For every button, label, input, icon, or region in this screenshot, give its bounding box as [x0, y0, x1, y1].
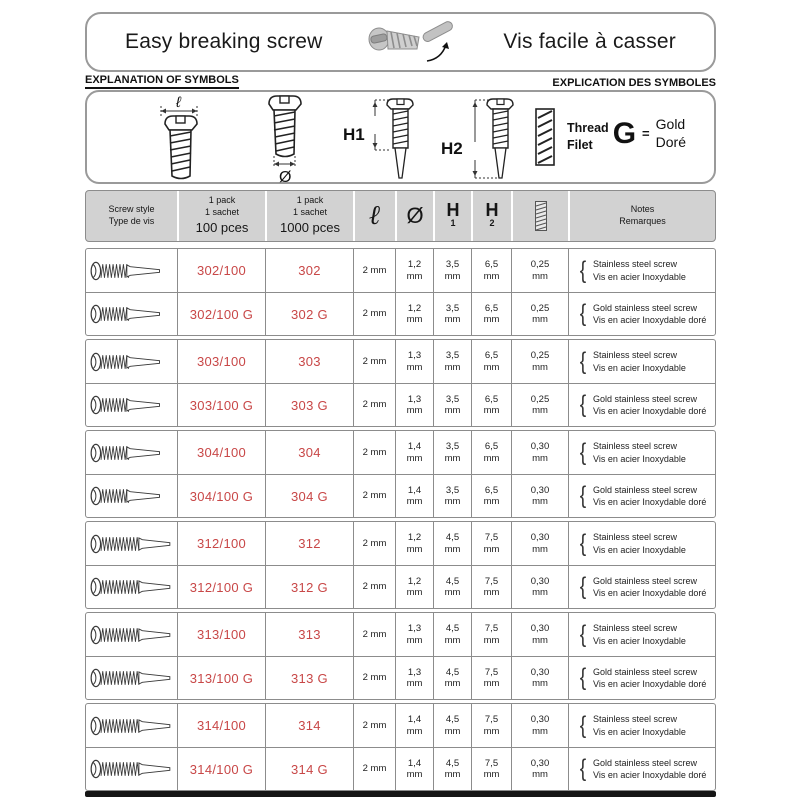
- length-cell: 2 mm: [353, 431, 395, 474]
- notes-brace: {: [579, 529, 587, 557]
- diameter-cell: 1,2 mm: [395, 293, 433, 335]
- notes-brace: {: [579, 755, 587, 783]
- gold-legend-group: [613, 116, 686, 151]
- breakable-screw-short-icon: [89, 302, 175, 326]
- length-col-header: ℓ: [353, 191, 395, 241]
- thread-pitch-icon: [535, 201, 547, 231]
- h2-cell: 6,5 mm: [471, 384, 511, 426]
- thread-label-en: Thread: [567, 121, 609, 136]
- notes-brace: {: [579, 391, 587, 419]
- breakable-screw-short-icon: [89, 393, 175, 417]
- notes-brace: {: [579, 573, 587, 601]
- ref-100-cell: 304/100: [177, 431, 265, 474]
- length-cell: 2 mm: [353, 249, 395, 292]
- diameter-cell: 1,3 mm: [395, 340, 433, 383]
- table-row: [86, 292, 715, 335]
- h2-cell: 6,5 mm: [471, 431, 511, 474]
- h1-cell: 3,5 mm: [433, 249, 471, 292]
- h2-cell: 7,5 mm: [471, 522, 511, 565]
- h1-cell: 3,5 mm: [433, 475, 471, 517]
- ref-1000-cell: 312 G: [265, 566, 353, 608]
- pack-100-header: 1 pack 1 sachet 100 pces: [177, 191, 265, 241]
- ref-1000-cell: 302: [265, 249, 353, 292]
- diameter-cell: 1,4 mm: [395, 475, 433, 517]
- length-cell: 2 mm: [353, 704, 395, 747]
- h1-cell: 3,5 mm: [433, 340, 471, 383]
- notes-cell: { Gold stainless steel screw Vis en acier Inoxydable doré: [568, 293, 715, 335]
- gold-label-fr: Doré: [655, 133, 686, 150]
- length-cell: 2 mm: [353, 613, 395, 656]
- ref-1000-cell: 302 G: [265, 293, 353, 335]
- h1-cell: 3,5 mm: [433, 384, 471, 426]
- break-arrow-icon: [427, 45, 446, 61]
- breakable-screw-long-icon: [89, 714, 175, 738]
- notes-cell: { Stainless steel screw Vis en acier Inoxydable: [568, 249, 715, 292]
- h2-cell: 7,5 mm: [471, 566, 511, 608]
- page-title-en: Easy breaking screw: [125, 30, 323, 53]
- row-group: [85, 703, 716, 791]
- pitch-cell: 0,30 mm: [511, 566, 568, 608]
- notes-brace: {: [579, 711, 587, 739]
- pitch-cell: 0,30 mm: [511, 748, 568, 790]
- pitch-cell: 0,25 mm: [511, 340, 568, 383]
- symbols-legend-box: [85, 90, 716, 184]
- pitch-cell: 0,25 mm: [511, 249, 568, 292]
- notes-brace: {: [579, 256, 587, 284]
- row-group: [85, 612, 716, 700]
- breakable-screw-long-icon: [89, 623, 175, 647]
- title-banner: [85, 12, 716, 72]
- row-group: [85, 248, 716, 336]
- spec-table-body: [85, 248, 716, 794]
- screw-style-cell: [86, 431, 177, 474]
- notes-cell: { Gold stainless steel screw Vis en acier Inoxydable doré: [568, 384, 715, 426]
- h1-cell: 4,5 mm: [433, 522, 471, 565]
- ref-100-cell: 303/100: [177, 340, 265, 383]
- length-cell: 2 mm: [353, 566, 395, 608]
- length-cell: 2 mm: [353, 657, 395, 699]
- notes-cell: { Stainless steel screw Vis en acier Inoxydable: [568, 613, 715, 656]
- page-title-fr: Vis facile à casser: [503, 30, 676, 53]
- h1-cell: 4,5 mm: [433, 704, 471, 747]
- h1-dim-screw-icon: [335, 94, 421, 182]
- screw-style-cell: [86, 704, 177, 747]
- table-row: [86, 340, 715, 383]
- screw-style-cell: [86, 657, 177, 699]
- h1-cell: 4,5 mm: [433, 613, 471, 656]
- notes-cell: { Gold stainless steel screw Vis en acier Inoxydable doré: [568, 657, 715, 699]
- ref-1000-cell: 314: [265, 704, 353, 747]
- screw-style-cell: [86, 293, 177, 335]
- screw-style-cell: [86, 522, 177, 565]
- pitch-cell: 0,25 mm: [511, 293, 568, 335]
- pitch-cell: 0,30 mm: [511, 657, 568, 699]
- table-row: [86, 474, 715, 517]
- table-row: [86, 249, 715, 292]
- h2-cell: 6,5 mm: [471, 293, 511, 335]
- row-group: [85, 521, 716, 609]
- length-cell: 2 mm: [353, 475, 395, 517]
- ref-100-cell: 302/100: [177, 249, 265, 292]
- ref-100-cell: 312/100 G: [177, 566, 265, 608]
- table-row: [86, 747, 715, 790]
- thread-symbol-group: [535, 108, 609, 166]
- pitch-cell: 0,30 mm: [511, 475, 568, 517]
- screw-style-cell: [86, 566, 177, 608]
- svg-text:H2: H2: [441, 139, 463, 158]
- pitch-cell: 0,30 mm: [511, 704, 568, 747]
- notes-brace: {: [579, 347, 587, 375]
- pitch-cell: 0,30 mm: [511, 522, 568, 565]
- h1-cell: 3,5 mm: [433, 293, 471, 335]
- notes-brace: {: [579, 482, 587, 510]
- length-cell: 2 mm: [353, 748, 395, 790]
- length-cell: 2 mm: [353, 384, 395, 426]
- table-row: [86, 565, 715, 608]
- ref-100-cell: 312/100: [177, 522, 265, 565]
- h2-cell: 6,5 mm: [471, 475, 511, 517]
- notes-cell: { Stainless steel screw Vis en acier Inoxydable: [568, 340, 715, 383]
- table-row: [86, 522, 715, 565]
- ref-1000-cell: 304: [265, 431, 353, 474]
- row-group: [85, 430, 716, 518]
- breakable-screw-short-icon: [89, 484, 175, 508]
- broken-screw-icon: [367, 17, 459, 67]
- screw-style-cell: [86, 384, 177, 426]
- ref-100-cell: 314/100: [177, 704, 265, 747]
- breakable-screw-short-icon: [89, 441, 175, 465]
- h2-cell: 6,5 mm: [471, 249, 511, 292]
- screw-style-cell: [86, 748, 177, 790]
- breakable-screw-long-icon: [89, 757, 175, 781]
- ref-1000-cell: 313: [265, 613, 353, 656]
- pitch-cell: 0,30 mm: [511, 613, 568, 656]
- row-group: [85, 339, 716, 427]
- ref-1000-cell: 313 G: [265, 657, 353, 699]
- diameter-dim-screw-icon: [249, 92, 321, 184]
- length-cell: 2 mm: [353, 340, 395, 383]
- screw-style-cell: [86, 340, 177, 383]
- symbols-heading-fr: EXPLICATION DES SYMBOLES: [552, 77, 716, 89]
- h1-cell: 4,5 mm: [433, 566, 471, 608]
- h2-cell: 6,5 mm: [471, 340, 511, 383]
- thread-label-fr: Filet: [567, 138, 593, 152]
- notes-cell: { Gold stainless steel screw Vis en acier Inoxydable doré: [568, 566, 715, 608]
- svg-text:Ø: Ø: [279, 169, 292, 184]
- h1-cell: 4,5 mm: [433, 657, 471, 699]
- thread-symbol-icon: [535, 108, 555, 166]
- ref-1000-cell: 303 G: [265, 384, 353, 426]
- notes-brace: {: [579, 300, 587, 328]
- symbols-headings: [85, 74, 716, 89]
- ref-100-cell: 302/100 G: [177, 293, 265, 335]
- equals-sign: =: [642, 126, 650, 141]
- ref-1000-cell: 304 G: [265, 475, 353, 517]
- table-row: [86, 431, 715, 474]
- diameter-cell: 1,2 mm: [395, 566, 433, 608]
- notes-cell: { Gold stainless steel screw Vis en acier Inoxydable doré: [568, 475, 715, 517]
- pack-1000-header: 1 pack 1 sachet 1000 pces: [265, 191, 353, 241]
- notes-cell: { Gold stainless steel screw Vis en acier Inoxydable doré: [568, 748, 715, 790]
- notes-cell: { Stainless steel screw Vis en acier Inoxydable: [568, 431, 715, 474]
- breakable-screw-long-icon: [89, 575, 175, 599]
- page-footer-bar: [85, 791, 716, 797]
- breakable-screw-short-icon: [89, 350, 175, 374]
- screw-style-cell: [86, 613, 177, 656]
- pitch-cell: 0,30 mm: [511, 431, 568, 474]
- diameter-cell: 1,4 mm: [395, 704, 433, 747]
- table-row: [86, 383, 715, 426]
- diameter-cell: 1,3 mm: [395, 657, 433, 699]
- diameter-cell: 1,2 mm: [395, 249, 433, 292]
- ref-1000-cell: 312: [265, 522, 353, 565]
- spec-table-header: [85, 190, 716, 242]
- table-row: [86, 704, 715, 747]
- diameter-cell: 1,2 mm: [395, 522, 433, 565]
- h2-dim-screw-icon: [435, 94, 521, 182]
- h1-cell: 3,5 mm: [433, 431, 471, 474]
- length-cell: 2 mm: [353, 522, 395, 565]
- ref-100-cell: 313/100: [177, 613, 265, 656]
- length-cell: 2 mm: [353, 293, 395, 335]
- ref-100-cell: 304/100 G: [177, 475, 265, 517]
- h2-cell: 7,5 mm: [471, 748, 511, 790]
- table-row: [86, 613, 715, 656]
- table-row: [86, 656, 715, 699]
- breakable-screw-long-icon: [89, 532, 175, 556]
- notes-cell: { Stainless steel screw Vis en acier Inoxydable: [568, 522, 715, 565]
- diameter-cell: 1,3 mm: [395, 613, 433, 656]
- notes-cell: { Stainless steel screw Vis en acier Inoxydable: [568, 704, 715, 747]
- pitch-cell: 0,25 mm: [511, 384, 568, 426]
- diameter-col-header: Ø: [395, 191, 433, 241]
- ref-1000-cell: 303: [265, 340, 353, 383]
- pitch-col-header: [511, 191, 568, 241]
- breakable-screw-long-icon: [89, 666, 175, 690]
- screw-style-cell: [86, 249, 177, 292]
- notes-header: Notes Remarques: [568, 191, 715, 241]
- notes-brace: {: [579, 620, 587, 648]
- ref-100-cell: 303/100 G: [177, 384, 265, 426]
- length-dim-screw-icon: [145, 94, 217, 182]
- ref-100-cell: 314/100 G: [177, 748, 265, 790]
- diameter-cell: 1,4 mm: [395, 748, 433, 790]
- diameter-cell: 1,4 mm: [395, 431, 433, 474]
- ref-1000-cell: 314 G: [265, 748, 353, 790]
- notes-brace: {: [579, 438, 587, 466]
- h2-cell: 7,5 mm: [471, 657, 511, 699]
- ref-100-cell: 313/100 G: [177, 657, 265, 699]
- h1-cell: 4,5 mm: [433, 748, 471, 790]
- breakable-screw-short-icon: [89, 259, 175, 283]
- gold-letter: G: [612, 116, 637, 150]
- h1-col-header: H 1: [433, 191, 471, 241]
- svg-text:H1: H1: [343, 125, 365, 144]
- h2-cell: 7,5 mm: [471, 613, 511, 656]
- svg-text:ℓ: ℓ: [176, 94, 181, 111]
- screw-style-header: Screw style Type de vis: [108, 204, 155, 226]
- h2-col-header: H 2: [471, 191, 511, 241]
- gold-label-en: Gold: [655, 116, 686, 132]
- h2-cell: 7,5 mm: [471, 704, 511, 747]
- screw-style-cell: [86, 475, 177, 517]
- diameter-cell: 1,3 mm: [395, 384, 433, 426]
- symbols-heading-en: EXPLANATION OF SYMBOLS: [85, 74, 239, 89]
- notes-brace: {: [579, 664, 587, 692]
